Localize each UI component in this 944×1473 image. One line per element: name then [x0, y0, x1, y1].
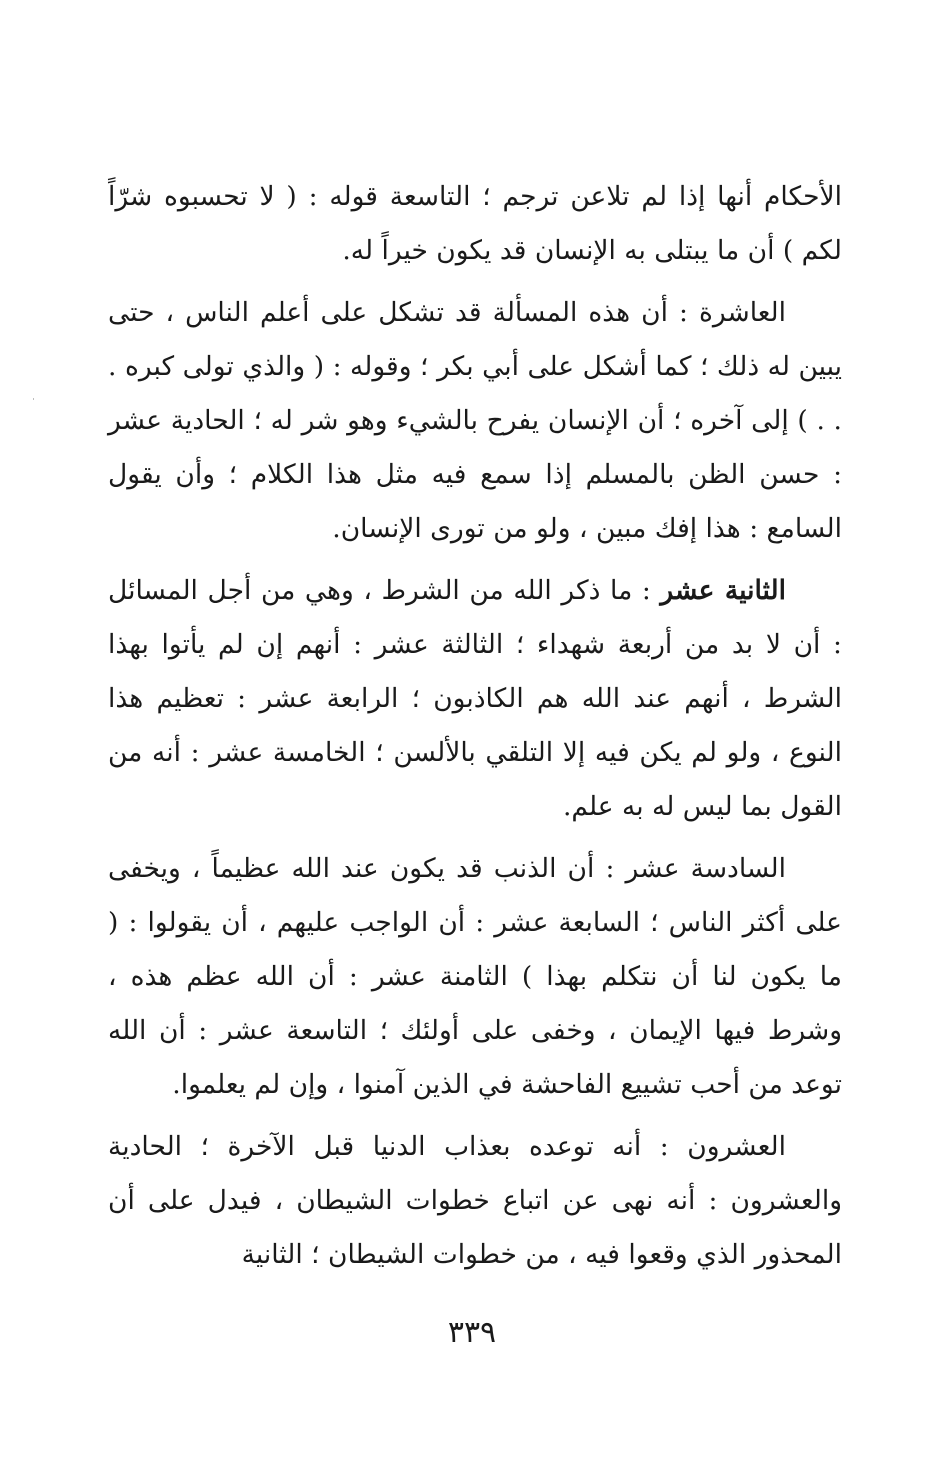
margin-dot — [33, 398, 34, 400]
paragraph-2 — [108, 286, 842, 556]
paragraph-3-text: : ما ذكر الله من الشرط ، وهي من أجل المسائل : أن لا بد من أربعة شهداء ؛ الثالثة عشر : أنهم إن لم يأتوا بهذا الشرط ، أنهم عند الله هم الكاذبون ؛ الرابعة عشر : تعظيم هذا النوع ، ولو لم يكن فيه إلا التلقي بالألسن ؛ الخامسة عشر : أنه من القول بما ليس له به علم. — [108, 575, 842, 822]
paragraph-1-text: الأحكام أنها إذا لم تلاعن ترجم ؛ التاسعة قوله : ( لا تحسبوه شرّاً لكم ) أن ما يبتلى به الإنسان قد يكون خيراً له. — [108, 181, 842, 266]
paragraph-3-lead: الثانية عشر — [660, 575, 786, 606]
paragraph-2-text: العاشرة : أن هذه المسألة قد تشكل على أعلم الناس ، حتى يبين له ذلك ؛ كما أشكل على أبي بكر ؛ وقوله : ( والذي تولى كبره . . . ) إلى آخره ؛ أن الإنسان يفرح بالشيء وهو شر له ؛ الحادية عشر : حسن الظن بالمسلم إذا سمع فيه مثل هذا الكلام ؛ وأن يقول السامع : هذا إفك مبين ، ولو من تورى الإنسان. — [108, 297, 842, 544]
paragraph-5-text: العشرون : أنه توعده بعذاب الدنيا قبل الآخرة ؛ الحادية والعشرون : أنه نهى عن اتباع خطوات الشيطان ، فيدل على أن المحذور الذي وقعوا فيه ، من خطوات الشيطان ؛ الثانية — [108, 1131, 842, 1270]
page-body — [108, 170, 842, 1282]
paragraph-4 — [108, 842, 842, 1112]
paragraph-3 — [108, 564, 842, 834]
paragraph-5 — [108, 1120, 842, 1282]
page-number: ٣٣٩ — [447, 1315, 497, 1350]
paragraph-4-text: السادسة عشر : أن الذنب قد يكون عند الله عظيماً ، ويخفى على أكثر الناس ؛ السابعة عشر : أن الواجب عليهم ، أن يقولوا : ( ما يكون لنا أن نتكلم بهذا ) الثامنة عشر : أن الله عظم هذه ، وشرط فيها الإيمان ، وخفى على أولئك ؛ التاسعة عشر : أن الله توعد من أحب تشييع الفاحشة في الذين آمنوا ، وإن لم يعلموا. — [108, 853, 842, 1100]
paragraph-1 — [108, 170, 842, 278]
